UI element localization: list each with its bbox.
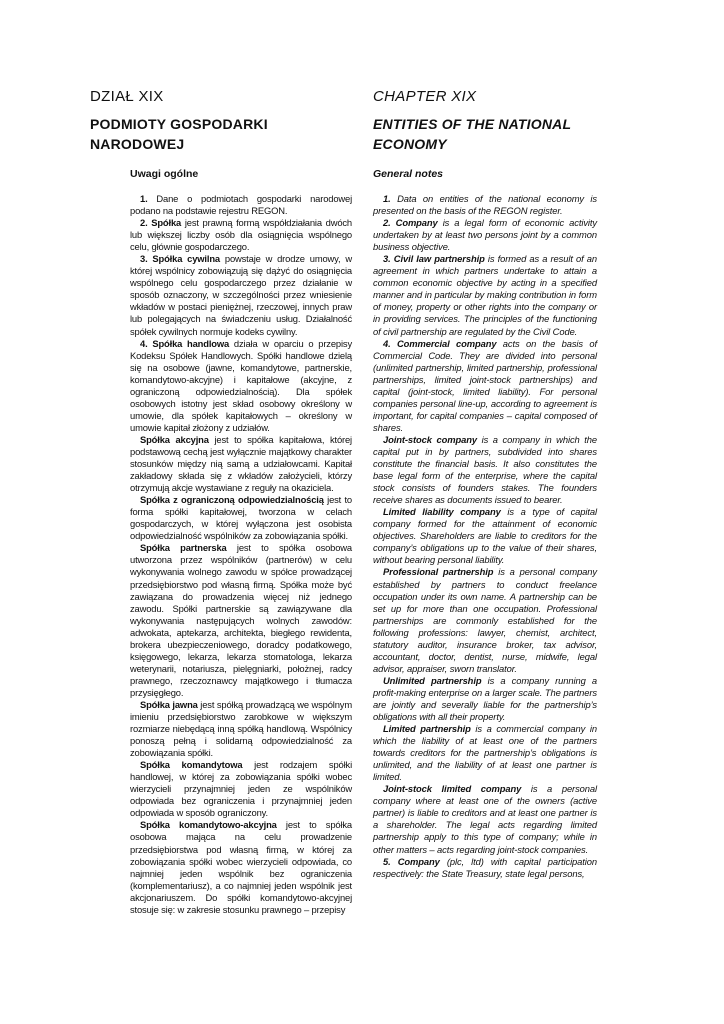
chapter-title-line: PODMIOTY GOSPODARKI	[90, 116, 268, 132]
paragraph-text: is a company running a profit-making enterprise on a larger scale. The partners are jointly and severally liable for the partnership’s obligations with all their property.	[373, 674, 597, 723]
paragraph-text: is a type of capital company formed for the attainment of economic objectives. Shareholders are liable to creditors for the company’s obligations up to the value of their shares, without bearing personal liability.	[373, 506, 597, 566]
paragraph	[373, 783, 597, 855]
paragraph	[130, 193, 352, 217]
paragraph	[373, 253, 597, 337]
paragraph-lead: Professional partnership	[383, 566, 494, 578]
paragraph	[130, 217, 352, 253]
paragraph	[373, 217, 597, 253]
paragraph-lead: 3. Spółka cywilna	[140, 253, 220, 265]
paragraph-lead: Joint-stock limited company	[383, 783, 522, 795]
chapter-heading: CHAPTER XIX	[373, 88, 477, 105]
paragraph	[130, 494, 352, 542]
paragraph-lead: 2. Spółka	[140, 217, 182, 229]
paragraph-lead: 5. Company	[383, 855, 440, 867]
paragraph-lead: Spółka z ograniczoną odpowiedzialnością	[140, 494, 324, 506]
notes-body	[373, 193, 597, 880]
chapter-title-line: NARODOWEJ	[90, 136, 185, 152]
paragraph	[373, 675, 597, 723]
paragraph-text: is a commercial company in which the liability of at least one of the partners towards creditors for the partnership’s obligations is unlimited, and the liability of at least one partner is limited.	[373, 723, 597, 783]
paragraph	[373, 566, 597, 674]
paragraph-lead: 4. Spółka handlowa	[140, 337, 230, 349]
paragraph	[130, 819, 352, 915]
paragraph-text: jest to spółka osobowa mająca na celu prowadzenie przedsiębiorstwa pod własną firmą, w której za zobowiązania spółki wobec wierzycieli odpowiada, co najmniej jeden wspólnik bez ograniczenia (komplementariusz), a co najmniej jeden wspólnik jest akcjonariuszem. Do spółki komandytowo-akcyjnej stosuje się: w zakresie stosunku prawnego – przepisy	[130, 819, 352, 915]
paragraph-lead: Unlimited partnership	[383, 674, 482, 686]
paragraph-lead: 1.	[140, 193, 148, 204]
paragraph-text: jest spółką prowadzącą we wspólnym imieniu przedsiębiorstwo zarobkowe w większym rozmiarze niebędącą inną spółką handlową. Wspólnicy ponoszą pełną i solidarną odpowiedzialność za zobowiązania spółki.	[130, 698, 352, 759]
paragraph	[130, 253, 352, 337]
paragraph-text: Dane o podmiotach gospodarki narodowej podano na podstawie rejestru REGON.	[130, 193, 352, 217]
paragraph-text: is a personal company established by partners to conduct freelance occupation under its own name. A partnership can be set up for more than one occupation. Professional partnerships are commonly established for the following professions: lawyer, chemist, architect, statutory auditor, insurance broker, tax advisor, accountant, doctor, dentist, nurse, midwife, legal advisor, appraiser, sworn translator.	[373, 566, 597, 674]
paragraph-text: (plc, ltd) with capital participation respectively: the State Treasury, state legal persons,	[373, 855, 597, 879]
chapter-title-line: ECONOMY	[373, 136, 447, 152]
notes-heading: Uwagi ogólne	[130, 168, 199, 180]
paragraph-text: powstaje w drodze umowy, w której wspólnicy zobowiązują się dążyć do osiągnięcia wspólnego celu gospodarczego przez działanie w sposób oznaczony, w szczególności przez wniesienie wkładów w postaci pieniężnej, rzeczowej, innych praw lub polegających na świadczeniu usług. Działalność spółek cywilnych normuje kodeks cywilny.	[130, 253, 352, 337]
paragraph-lead: Spółka komandytowo-akcyjna	[140, 819, 277, 831]
paragraph-lead: 1.	[383, 193, 391, 204]
paragraph-text: is a personal company where at least one of the owners (active partner) is liable to creditors and at least one partner is a shareholder. The legal acts regarding limited partnership apply to this type of company; while in other matters – acts regarding joint-stock companies.	[373, 783, 597, 855]
paragraph-text: is a company in which the capital put in by partners, subdivided into shares constitute the financial basis. It also constitutes the base legal form of the enterprise, where the capital stock consists of founders stakes. The founders receive shares as documents issued to bearer.	[373, 433, 597, 506]
paragraph	[130, 699, 352, 759]
paragraph	[373, 338, 597, 434]
paragraph-lead: Spółka jawna	[140, 698, 198, 710]
paragraph-lead: 3. Civil law partnership	[383, 253, 485, 265]
paragraph	[130, 338, 352, 434]
paragraph-text: jest to forma spółki kapitałowej, tworzona w celach gospodarczych, w której wyłączona jest osobista odpowiedzialność wspólników za zobowiązania spółki.	[130, 494, 352, 542]
chapter-heading: DZIAŁ XIX	[90, 88, 164, 105]
paragraph-text: is formed as a result of an agreement in which partners undertake to attain a common economic objective by acting in a specified manner and in particular by making contribution in form of money, property or other rights into the company or in providing services. The principles of the functioning of civil partnership are regulated by the Civil Code.	[373, 253, 597, 337]
paragraph-text: jest prawną formą współdziałania dwóch lub większej liczby osób dla osiągnięcia wspólnego celu, głównie gospodarczego.	[130, 217, 352, 253]
paragraph-text: jest to spółka kapitałowa, której podstawową cechą jest wyłącznie majątkowy charakter stosunków między nią samą a udziałowcami. Kapitał zakładowy składa się z wkładów założycieli, którzy otrzymują akcje wystawiane z reguły na okaziciela.	[130, 433, 352, 494]
paragraph-lead: 2. Company	[383, 217, 438, 229]
paragraph-text: jest to spółka osobowa utworzona przez wspólników (partnerów) w celu wykonywania wolnego zawodu w spółce prowadzącej przedsiębiorstwo pod własną firmą. Spółka może być zawiązana do prowadzenia więcej niż jednego zawodu. Spółki partnerskie są zawiązywane dla wykonywania następujących wolnych zawodów: adwokata, aptekarza, architekta, biegłego rewidenta, brokera ubezpieczeniowego, doradcy podatkowego, księgowego, lekarza, lekarza stomatologa, lekarza weterynarii, notariusza, pielęgniarki, położnej, radcy prawnego, rzeczoznawcy majątkowego i tłumacza przysięgłego.	[130, 542, 352, 698]
chapter-title-line: ENTITIES OF THE NATIONAL	[373, 116, 572, 132]
paragraph-lead: Limited liability company	[383, 506, 501, 518]
paragraph	[130, 542, 352, 699]
chapter-title	[373, 114, 571, 154]
paragraph-text: is a legal form of economic activity undertaken by at least two persons joint by a common business objective.	[373, 217, 598, 253]
paragraph-text: Data on entities of the national economy is presented on the basis of the REGON register.	[373, 193, 597, 217]
notes-body	[130, 193, 352, 916]
paragraph	[130, 434, 352, 494]
paragraph	[373, 506, 597, 566]
notes-heading: General notes	[373, 168, 444, 180]
paragraph-text: działa w oparciu o przepisy Kodeksu Spółek Handlowych. Spółki handlowe dzielą się na osobowe (jawne, komandytowe, partnerskie, komandytowo-akcyjne) i kapitałowe (akcyjne, z ograniczoną odpowiedzialnością). Dla spółek osobowych istotny jest skład osobowy określony w umowie, dla spółek kapitałowych – określony w umowie kapitał złożony z udziałów.	[130, 337, 352, 433]
paragraph-lead: 4. Commercial company	[383, 337, 497, 349]
paragraph-lead: Limited partnership	[383, 723, 471, 735]
paragraph-lead: Spółka partnerska	[140, 542, 227, 554]
paragraph-lead: Spółka komandytowa	[140, 759, 243, 771]
paragraph	[130, 759, 352, 819]
paragraph	[373, 434, 597, 506]
paragraph-lead: Spółka akcyjna	[140, 433, 209, 445]
paragraph	[373, 856, 597, 880]
chapter-title	[90, 114, 268, 154]
paragraph	[373, 193, 597, 217]
paragraph-text: jest rodzajem spółki handlowej, w której za zobowiązania spółki wobec wierzycieli przynajmniej jeden ze wspólników odpowiada bez ograniczenia i przynajmniej jeden odpowiada w sposób ograniczony.	[130, 759, 352, 819]
paragraph-lead: Joint-stock company	[383, 433, 477, 445]
paragraph	[373, 723, 597, 783]
paragraph-text: acts on the basis of Commercial Code. They are divided into personal (unlimited partnership, limited partnership, professional partnerships, limited joint-stock partnerships) and capital (joint-stock, limited liability). For personal companies personal line-up, according to agreement is important, for capital companies – capital composed of shares.	[373, 337, 597, 433]
